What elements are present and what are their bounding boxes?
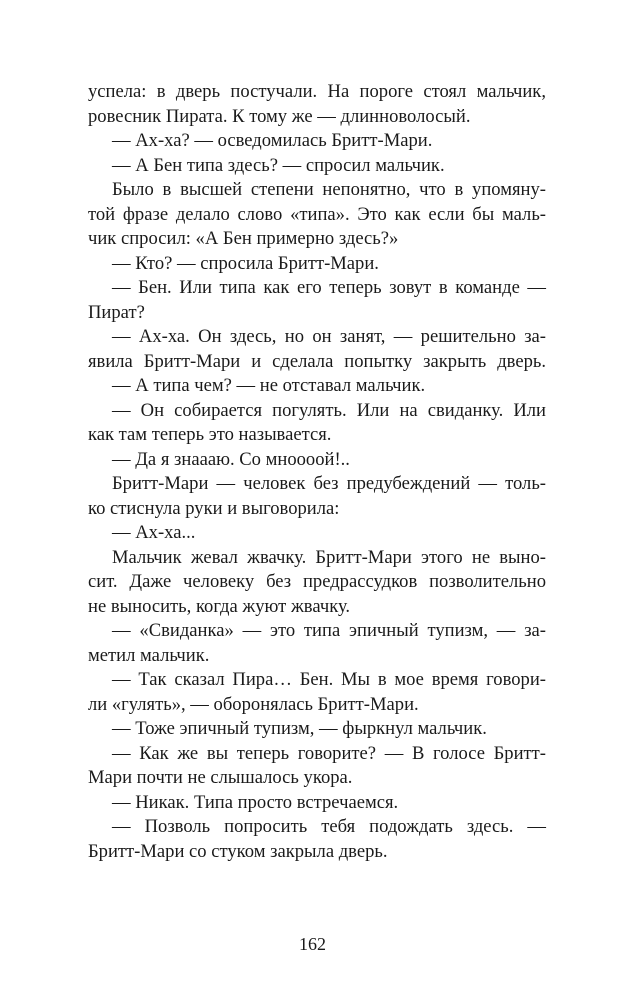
text-line: — Никак. Типа просто встречаемся. (112, 791, 399, 813)
text-line: — Позволь попросить тебя подождать здесь. — (112, 816, 546, 837)
text-line: не выносить, когда жуют жвачку. (88, 595, 351, 617)
text-line: — Так сказал Пира… Бен. Мы в мое время говори- (112, 669, 546, 690)
text-line: чик спросил: «А Бен примерно здесь?» (88, 228, 399, 249)
text-line: ровесник Пирата. К тому же — длинноволосый. (88, 105, 471, 127)
text-line: — А типа чем? — не отставал мальчик. (112, 375, 426, 396)
text-line: Бритт-Мари — человек без предубеждений — толь- (112, 473, 546, 494)
text-line: — Тоже эпичный тупизм, — фыркнул мальчик. (112, 718, 487, 739)
text-line: — Да я знаааю. Со мноооой!.. (112, 448, 350, 470)
text-line: сит. Даже человеку без предрассудков позволительно (88, 571, 546, 592)
text-line: той фразе делало слово «типа». Это как если бы маль- (88, 203, 546, 225)
text-line: — Кто? — спросила Бритт-Мари. (112, 252, 379, 274)
text-line: — Как же вы теперь говорите? — В голосе Бритт- (112, 742, 546, 764)
body-text (88, 80, 546, 864)
text-line: Мари почти не слышалось укора. (88, 767, 353, 788)
text-line: — Бен. Или типа как его теперь зовут в команде — (112, 277, 546, 298)
text-line: метил мальчик. (88, 644, 210, 666)
text-line: Бритт-Мари со стуком закрыла дверь. (88, 840, 388, 862)
text-line: успела: в дверь постучали. На пороге стоял мальчик, (88, 81, 546, 102)
page-number: 162 (299, 934, 326, 954)
text-line: ли «гулять», — оборонялась Бритт-Мари. (88, 693, 419, 715)
text-line: как там теперь это называется. (88, 424, 332, 445)
text-line: — Он собирается погулять. Или на свиданку. Или (112, 399, 546, 421)
text-line: Пират? (88, 301, 145, 323)
text-line: — Ах-ха... (112, 522, 196, 543)
text-line: Было в высшей степени непонятно, что в упомяну- (112, 179, 546, 200)
text-line: явила Бритт-Мари и сделала попытку закрыть дверь. (88, 350, 546, 372)
text-line: — Ах-ха? — осведомилась Бритт-Мари. (112, 130, 433, 151)
text-line: — А Бен типа здесь? — спросил мальчик. (112, 154, 445, 176)
text-line: — Ах-ха. Он здесь, но он занят, — решительно за- (112, 326, 546, 347)
text-line: ко стиснула руки и выговорила: (88, 497, 340, 519)
text-line: Мальчик жевал жвачку. Бритт-Мари этого не выно- (112, 546, 546, 568)
text-line: — «Свиданка» — это типа эпичный тупизм, — за- (112, 620, 546, 641)
